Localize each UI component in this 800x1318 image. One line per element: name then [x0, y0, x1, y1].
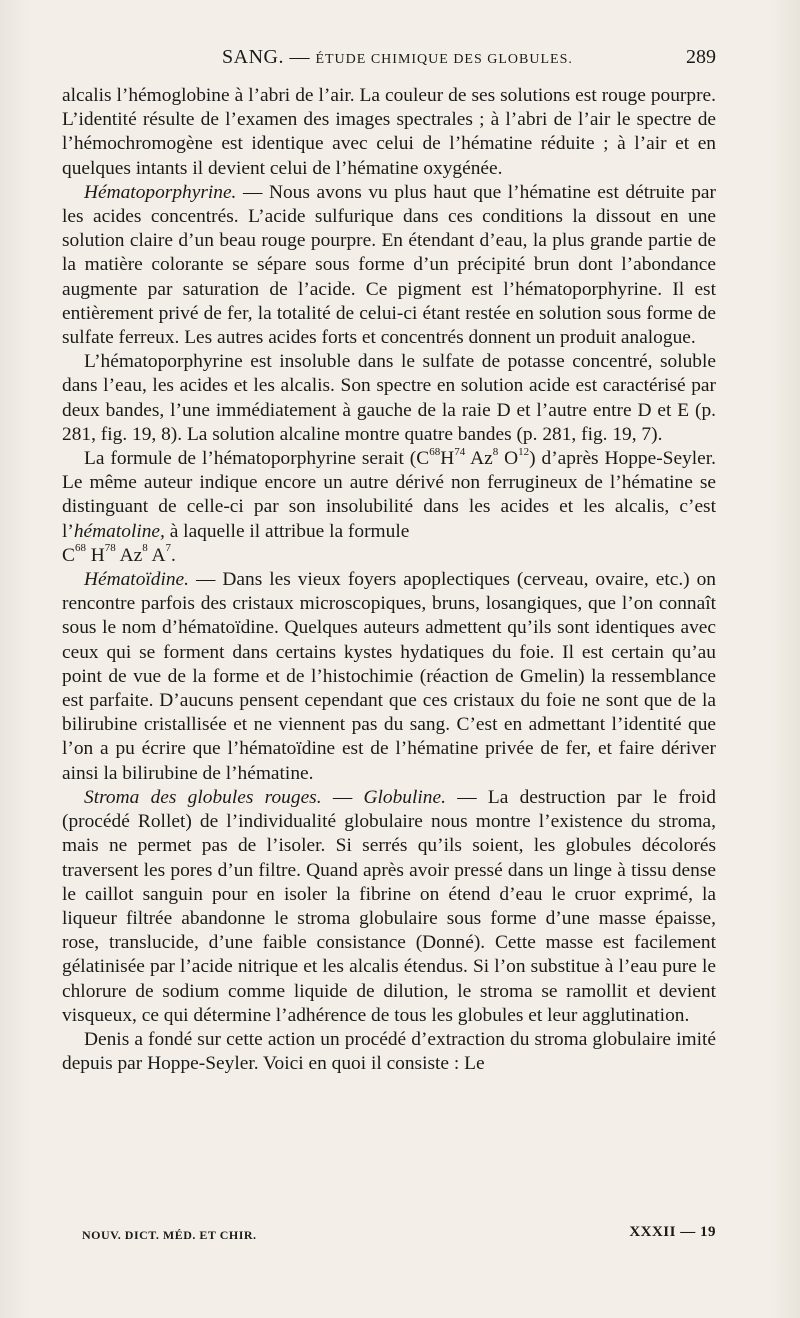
paragraph-formula: La formule de l’hématoporphyrine serait ($C^{68}H^{74}$ Az$^8$ $O^{12}$) d’après Hoppe-Seyler. Le même auteur indique encore un autre dérivé non ferrugineux de l’hématine se distinguant de celle-ci par son insolubilité dans les acides et les alcalis, c’est l’hématoline, à laquelle il attribue la formule [62, 445, 716, 542]
section-heading-stroma: Stroma des globules rouges. [84, 786, 322, 808]
paragraph-hematoidine: Hématoïdine. — Dans les vieux foyers apoplectiques (cerveau, ovaire, etc.) on rencontre parfois des cristaux microscopiques, bruns, losangiques, que l’on connaît sous le nom d’hématoïdine. Quelques auteurs admettent qu’ils sont identiques avec ceux qui se forment dans certains kystes hydatiques du foie. Il est certain qu’au point de vue de la forme et de l’histochimie (réaction de Gmelin) la ressemblance est parfaite. D’aucuns pensent cependant que ces cristaux du foie ne sont que de la bilirubine cristallisée et ne viennent pas du sang. C’est en admettant l’identité que l’on a pu écrire que l’hématoïdine est de l’hématine privée de fer, et faire dériver ainsi la bilirubine de l’hématine. [62, 569, 716, 784]
running-title-left: SANG. — [222, 46, 310, 68]
paragraph-denis: Denis a fondé sur cette action un procédé d’extraction du stroma globulaire imité depuis par Hoppe-Seyler. Voici en quoi il consiste : Le [62, 1028, 716, 1075]
footer-publication: NOUV. DICT. MÉD. ET CHIR. [82, 1228, 257, 1242]
section-heading-hematoidine: Hématoïdine. [84, 569, 190, 591]
footer-signature: XXXII — 19 [629, 1224, 716, 1240]
body-text [62, 84, 716, 1076]
running-title-right: ÉTUDE CHIMIQUE DES GLOBULES. [315, 52, 573, 67]
section-heading-globuline: Globuline. [363, 786, 446, 808]
paragraph-1: alcalis l’hémoglobine à l’abri de l’air. La couleur de ses solutions est rouge pourpre. L’identité résulte de l’examen des images spectrales ; à l’abri de l’air le spectre de l’hémochromogène est identique avec celui de l’hématine réduite ; à l’air et en quelques intants il devient celui de l’hématine oxygénée. [62, 85, 716, 179]
running-title [222, 46, 573, 69]
paragraph-hematoporphyrine: Hématoporphyrine. — Nous avons vu plus haut que l’hématine est détruite par les acides concentrés. L’acide sulfurique dans ces conditions la dissout en une solution claire d’un beau rouge pourpre. En étendant d’eau, la plus grande partie de la matière colorante se sépare sous forme d’un précipité brun dont l’abondance augmente par saturation de l’acide. Ce pigment est l’hématoporphyrine. Il est entièrement privé de fer, la totalité de celui-ci étant restée en solution sous forme de sulfate ferreux. Les autres acides forts et concentrés donnent un produit analogue. [62, 181, 716, 349]
formula-hematoline: $C^{68}$ $H^{78}$ Az$^8$ $A^7$. [62, 542, 176, 566]
paragraph-stroma: Stroma des globules rouges. — Globuline. — La destruction par le froid (procédé Rollet) de l’individualité globulaire nous montre l’existence du stroma, mais ne permet pas de l’isoler. Si serrés qu’ils soient, les globules décolorés traversent les pores d’un filtre. Quand après avoir pressé dans un linge à tissu dense le caillot sanguin pour en isoler la fibrine on étend d’eau le cruor exprimé, la liqueur filtrée abandonne le stroma globulaire sous forme d’une masse épaisse, rose, translucide, d’une faible consistance (Donné). Cette masse est facilement gélatinisée par l’acide nitrique et les alcalis étendus. Si l’on substitue à l’eau pure le chlorure de sodium comme liquide de dilution, le stroma se ramollit et devient visqueux, ce qui détermine l’adhérence de tous les globules et leur agglutination. [62, 786, 716, 1026]
section-heading-hematoporphyrine: Hématoporphyrine. [84, 181, 237, 203]
paragraph-3: L’hématoporphyrine est insoluble dans le sulfate de potasse concentré, soluble dans l’eau, les acides et les alcalis. Son spectre en solution acide est caractérisé par deux bandes, l’une immédiatement à gauche de la raie D et l’autre entre D et E (p. 281, fig. 19, 8). La solution alcaline montre quatre bandes (p. 281, fig. 19, 7). [62, 351, 716, 445]
page-header [62, 44, 716, 74]
page-footer [62, 1222, 716, 1246]
page-number: 289 [686, 46, 716, 68]
